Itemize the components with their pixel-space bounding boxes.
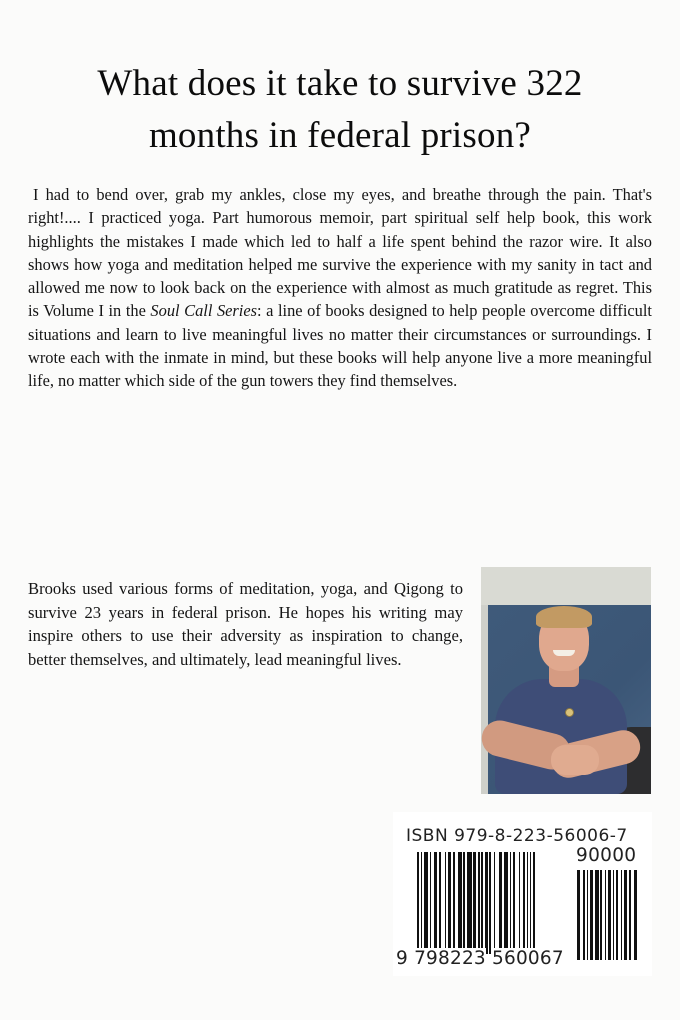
headline: What does it take to survive 322 months in federal prison? bbox=[97, 63, 583, 156]
book-blurb bbox=[28, 183, 652, 393]
addon-barcode-bars bbox=[577, 870, 642, 960]
blurb-text-part-2: : a line of books designed to help people overcome difficult situations and learn to live meaningful lives no matter their circumstances or surroundings. I wrote each with the inmate in mind, but these books will help anyone live a more meaningful life, no matter which side of the gun towers they find themselves. bbox=[28, 301, 652, 391]
ean13-digits bbox=[396, 948, 564, 969]
series-name: Soul Call Series bbox=[150, 301, 257, 321]
photo-wall-top bbox=[481, 567, 651, 605]
ean-left-group: 798223 bbox=[414, 948, 486, 969]
photo-hair bbox=[536, 606, 592, 628]
photo-pendant bbox=[565, 708, 574, 717]
photo-hands bbox=[551, 745, 599, 775]
ean-right-group: 560067 bbox=[492, 948, 564, 969]
photo-wall-left bbox=[481, 605, 488, 794]
isbn-label: ISBN 979-8-223-56006-7 bbox=[406, 826, 628, 846]
author-bio: Brooks used various forms of meditation, yoga, and Qigong to survive 23 years in federal prison. He hopes his writing may inspire others to use their adversity as inspiration to change, better themselves, and ultimately, lead meaningful lives. bbox=[28, 579, 463, 669]
author-photo bbox=[481, 567, 651, 794]
photo-smile bbox=[553, 650, 575, 656]
isbn-barcode bbox=[393, 812, 652, 976]
blurb-text-part-1: I had to bend over, grab my ankles, close my eyes, and breathe through the pain. That's right!.... I practiced yoga. Part humorous memoir, part spiritual self help book, this work highlights the mistakes I made which led to half a life spent behind the razor wire. It also shows how yoga and meditation helped me survive the experience with my sanity in tact and allowed me now to look back on the experience with almost as much gratitude as regret. This is Volume I in the bbox=[28, 185, 652, 321]
ean-first-digit: 9 bbox=[396, 948, 408, 969]
price-code: 90000 bbox=[576, 845, 637, 866]
